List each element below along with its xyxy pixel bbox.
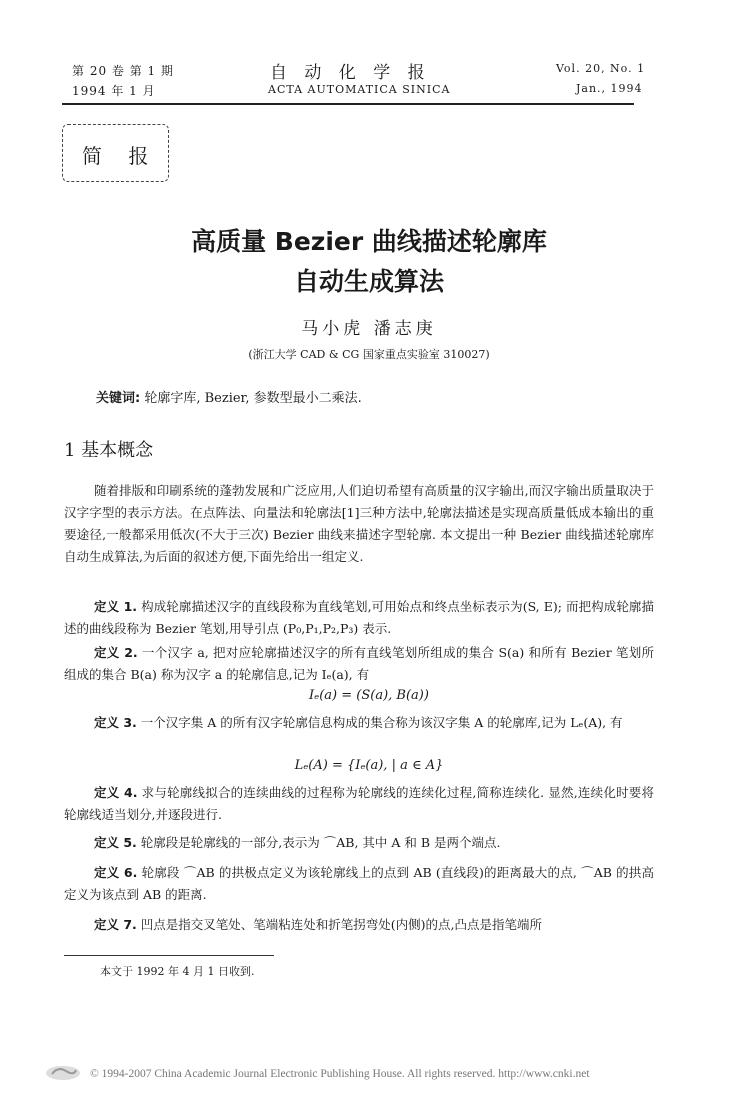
definition-label: 定义 3. xyxy=(94,715,137,730)
definition-1 xyxy=(64,596,654,640)
definition-text: 一个汉字集 A 的所有汉字轮廓信息构成的集合称为该汉字集 A 的轮廓库,记为 Lₑ(A), 有 xyxy=(140,715,623,730)
paragraph-intro: 随着排版和印刷系统的蓬勃发展和广泛应用,人们迫切希望有高质量的汉字输出,而汉字输出质量取决于汉字字型的表示方法。在点阵法、向量法和轮廓法[1]三种方法中,轮廓法描述是实现高质量低成本输出的重要途径,一般都采用低次(不大于三次) Bezier 曲线来描述字型轮廓. 本文提出一种 Bezier 曲线描述轮廓库自动生成算法,为后面的叙述方便,下面先给出一组定义. xyxy=(64,483,654,564)
definition-7 xyxy=(64,914,654,936)
keywords: 轮廓字库, Bezier, 参数型最小二乘法. xyxy=(144,391,362,406)
journal-title-en: ACTA AUTOMATICA SINICA xyxy=(268,83,451,96)
date-cn: 1994 年 1 月 xyxy=(72,84,156,98)
formula-2: Lₑ(A) = {Iₑ(a), | a ∈ A} xyxy=(294,758,444,773)
journal-title-cn: 自 动 化 学 报 xyxy=(270,63,431,83)
section-heading: 1 基本概念 xyxy=(64,440,154,461)
definition-text: 凹点是指交叉笔处、笔端粘连处和折笔拐弯处(内侧)的点,凸点是指笔端所 xyxy=(140,917,543,932)
definition-label: 定义 6. xyxy=(94,865,138,880)
definition-2 xyxy=(64,642,654,686)
volume-issue-en: Vol. 20, No. 1 xyxy=(556,62,646,75)
affiliation: (浙江大学 CAD & CG 国家重点实验室 310027) xyxy=(248,348,490,361)
definition-text: 轮廓段是轮廓线的一部分,表示为 ⌒AB, 其中 A 和 B 是两个端点. xyxy=(140,835,501,850)
paper-title-line2: 自动生成算法 xyxy=(293,267,444,296)
header-rule xyxy=(62,103,634,105)
date-en: Jan., 1994 xyxy=(576,82,643,95)
definition-text: 轮廓段 ⌒AB 的拱极点定义为该轮廓线上的点到 AB (直线段)的距离最大的点, ⌒AB 的拱高定义为该点到 AB 的距离. xyxy=(64,865,654,902)
definition-text: 求与轮廓线拟合的连续曲线的过程称为轮廓线的连续化过程,简称连续化. 显然,连续化时要将轮廓线适当划分,并逐段进行. xyxy=(64,785,654,822)
definition-label: 定义 5. xyxy=(94,835,137,850)
paper-title-line1: 高质量 Bezier 曲线描述轮廓库 xyxy=(191,227,547,256)
publisher-logo-icon xyxy=(44,1062,82,1082)
definition-6 xyxy=(64,862,654,906)
footnote-rule xyxy=(64,955,274,956)
definition-label: 定义 4. xyxy=(94,785,138,800)
keywords-label: 关键词: xyxy=(96,391,141,406)
copyright-footer: © 1994-2007 China Academic Journal Electronic Publishing House. All rights reserved. http://www.cnki.net xyxy=(90,1068,590,1080)
volume-issue-cn: 第 20 卷 第 1 期 xyxy=(72,64,174,78)
definition-label: 定义 2. xyxy=(94,645,138,660)
section-box-label: 简 报 xyxy=(82,144,159,168)
footnote: 本文于 1992 年 4 月 1 日收到. xyxy=(100,965,255,978)
definition-4 xyxy=(64,782,654,826)
definition-5 xyxy=(64,832,654,854)
definition-text: 构成轮廓描述汉字的直线段称为直线笔划,可用始点和终点坐标表示为(S, E); 而把构成轮廓描述的曲线段称为 Bezier 笔划,用导引点 (P₀,P₁,P₂,P₃) 表示. xyxy=(64,599,654,636)
definition-label: 定义 1. xyxy=(94,599,138,614)
definition-3 xyxy=(64,712,654,734)
keywords-line xyxy=(96,387,362,406)
formula-1: Iₑ(a) = (S(a), B(a)) xyxy=(309,688,429,703)
definition-text: 一个汉字 a, 把对应轮廓描述汉字的所有直线笔划所组成的集合 S(a) 和所有 Bezier 笔划所组成的集合 B(a) 称为汉字 a 的轮廓信息,记为 Iₑ(a), 有 xyxy=(64,645,654,682)
definition-label: 定义 7. xyxy=(94,917,137,932)
authors: 马小虎 潘志庚 xyxy=(301,319,437,339)
